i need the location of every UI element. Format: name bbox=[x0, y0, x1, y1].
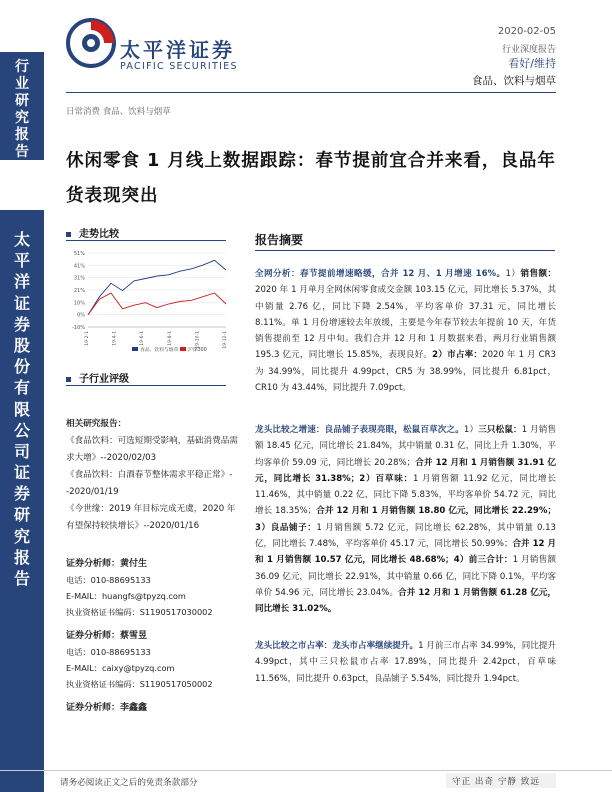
company-label-char: 洋 bbox=[13, 272, 30, 292]
company-label-char: 券 bbox=[13, 314, 30, 334]
legend-label: 食品、饮料与烟草 bbox=[140, 348, 179, 353]
company-label-char: 司 bbox=[13, 441, 30, 461]
paragraph-bold-text: 合并 12 月和 1 月销售额 61.28 亿元，同比增长 31.02%。 bbox=[255, 587, 556, 615]
footer-divider bbox=[0, 770, 612, 771]
company-label-char: 公 bbox=[13, 420, 30, 440]
paragraph-bold-text: 销售额： bbox=[520, 269, 556, 279]
company-label-char: 报 bbox=[13, 547, 30, 567]
report-date: 2020-02-05 bbox=[497, 26, 556, 37]
header-divider bbox=[66, 92, 556, 93]
related-reports bbox=[66, 416, 241, 535]
paragraph-bold-text: 2）市占率： bbox=[432, 350, 483, 361]
rating-divider bbox=[66, 385, 226, 386]
legend-swatch bbox=[132, 347, 138, 351]
trend-section-heading bbox=[66, 225, 119, 240]
y-tick-label: -10% bbox=[72, 325, 85, 331]
paragraph-highlight: 全网分析：春节提前增速略缓，合并 12 月、1 月增速 16%。 bbox=[255, 269, 506, 279]
y-tick-label: 10% bbox=[73, 300, 85, 307]
company-label-char: 究 bbox=[13, 526, 30, 546]
company-label-char: 告 bbox=[13, 569, 30, 588]
analyst-role: 证券分析师： bbox=[66, 559, 121, 569]
industry-label-char: 告 bbox=[15, 144, 29, 160]
analyst-role: 证券分析师： bbox=[66, 631, 121, 641]
company-vertical-label bbox=[0, 232, 44, 592]
company-label-char: 限 bbox=[13, 399, 30, 419]
paragraph-bold-text: 三只松鼠： bbox=[478, 425, 522, 435]
x-tick-label: 19-8-1 bbox=[167, 331, 173, 346]
company-label-char: 有 bbox=[13, 378, 30, 398]
paragraph-bold-text: 合并 12 月和 1 月销售额 31.91 亿元，同比增长 31.38%；2）百草味： bbox=[255, 457, 556, 484]
company-label-char: 太 bbox=[13, 230, 30, 249]
industry-label-char: 行 bbox=[15, 59, 29, 75]
analyst-phone: 电话：010-88695133 bbox=[66, 647, 151, 657]
trend-chart bbox=[66, 245, 236, 360]
report-type: 行业深度报告 bbox=[501, 45, 556, 55]
paragraph-bold-text: 合并 12 月和 1 月销售额 18.80 亿元，同比增长 22.29%；3）良品铺子： bbox=[255, 506, 556, 533]
trend-heading-text: 走势比较 bbox=[79, 229, 119, 240]
paragraph-text: 1 月前三市占率 34.99%，同比提升 4.99pct，其中三只松鼠市占率 17.89%，同比提升 2.42pct，百草味 11.56%，同比提升 0.63pct，良品铺子 5.54%，同比提升 1.94pct。 bbox=[255, 641, 556, 684]
company-label-char: 券 bbox=[13, 484, 30, 504]
related-report-link[interactable]: 《食品饮料：可选短期受影响，基础消费品需求大增》--2020/02/03 bbox=[66, 436, 238, 463]
paragraph-text: 1 月销售额 36.09 亿元，同比增长 22.91%，其中销量 0.66 亿，同比下降 0.1%，平均客单价 54.96 元，同比增长 23.04%。 bbox=[255, 555, 557, 598]
paragraph-text: 1 月销售额 18.45 亿元，同比增长 21.84%，其中销量 0.31 亿，同比上升 1.30%，平均客单价 59.09 元，同比增长 20.28%； bbox=[255, 425, 557, 468]
analyst-name: 蔡雪昱 bbox=[120, 631, 148, 641]
summary-paragraph bbox=[255, 638, 556, 687]
analyst-license: 执业资格证书编码：S1190517050002 bbox=[66, 679, 213, 689]
x-tick-label: 19-12-1 bbox=[223, 331, 228, 349]
legend-swatch bbox=[180, 347, 186, 351]
analyst-block bbox=[66, 627, 241, 692]
logo-chinese-name: 太平洋证券 bbox=[120, 38, 235, 62]
page-title: 休闲零食 1 月线上数据跟踪：春节提前宜合并来看，良品年货表现突出 bbox=[66, 151, 556, 206]
x-tick-label: 19-10-1 bbox=[195, 331, 201, 349]
rating: 看好/维持 bbox=[508, 57, 556, 70]
y-tick-label: 0% bbox=[77, 312, 85, 319]
company-motto: 守正 出奇 宁静 致远 bbox=[452, 777, 540, 787]
legend-label: 沪深300 bbox=[188, 348, 207, 353]
logo-english-name: PACIFIC SECURITIES bbox=[120, 61, 238, 72]
analyst-name: 黄付生 bbox=[120, 559, 148, 569]
x-tick-label: 19-2-1 bbox=[85, 331, 90, 346]
analyst-block bbox=[66, 699, 241, 716]
company-label-char: 平 bbox=[13, 251, 30, 271]
x-tick-label: 19-4-1 bbox=[112, 331, 118, 346]
company-label-char: 股 bbox=[13, 335, 30, 355]
breadcrumb: 日常消费 食品、饮料与烟草 bbox=[66, 107, 171, 117]
summary-paragraph bbox=[255, 266, 556, 396]
analyst-phone: 电话：010-88695133 bbox=[66, 575, 151, 585]
x-tick-label: 19-6-1 bbox=[140, 331, 146, 346]
paragraph-bold-text: 合并 12 月和 1 月销售额 10.57 亿元，同比增长 48.68%；4）前三合计： bbox=[255, 539, 556, 566]
company-label-char: 证 bbox=[13, 293, 30, 313]
rating-heading-text: 子行业评级 bbox=[79, 374, 129, 385]
trend-divider bbox=[66, 240, 226, 241]
paragraph-text: 1） bbox=[463, 425, 479, 435]
analyst-name: 李鑫鑫 bbox=[120, 703, 148, 713]
summary-heading: 报告摘要 bbox=[255, 233, 304, 247]
company-label-char: 份 bbox=[13, 357, 30, 377]
company-label-char: 证 bbox=[13, 463, 30, 483]
analyst-role: 证券分析师： bbox=[66, 703, 121, 713]
paragraph-text: 1 月销售额 11.92 亿元，同比增长 11.46%，其中销量 0.22 亿，同比下降 5.83%，平均客单价 54.72 元，同比增长 18.35%； bbox=[255, 473, 556, 517]
disclaimer-note: 请务必阅读正文之后的免责条款部分 bbox=[60, 778, 198, 788]
paragraph-highlight: 龙头比较之市占率：龙头市占率继续提升。 bbox=[255, 641, 419, 651]
paragraph-text: 1 月销售额 5.72 亿元，同比增长 62.28%，其中销量 0.13 亿，同比增长 7.48%，平均客单价 45.17 元，同比增长 50.99%； bbox=[255, 522, 556, 550]
related-report-link[interactable]: 《今世缘：2019 年目标完成无虞，2020 年有望保持较快增长》--2020/01/16 bbox=[66, 504, 236, 531]
analyst-email[interactable]: E-MAIL：caixy@tpyzq.com bbox=[66, 663, 175, 673]
bullet-square-icon bbox=[66, 377, 71, 382]
summary-divider bbox=[255, 250, 555, 251]
analyst-email[interactable]: E-MAIL：huangfs@tpyzq.com bbox=[66, 591, 186, 601]
analyst-block bbox=[66, 555, 241, 620]
y-tick-label: 31% bbox=[73, 275, 85, 282]
paragraph-text: 2020 年 1 月单月全网休闲零食成交金额 103.15 亿元，同比增长 5.37%，其中销量 2.76 亿，同比下降 2.54%，平均客单价 37.31 元，同比增长 8.11%。单 1 月份增速较去年放缓，主要是今年春节较去年提前 10 天，年货销售提前至 12 月中旬。我们合并 12 月和 1 月数据来看，两月行业销售额 195.3 亿元，同比增长 15.85%，表现良好。 bbox=[255, 285, 556, 361]
paragraph-text: 2020 年 1 月 CR3 为 34.99%，同比提升 4.99pct，CR5 为 38.99%，同比提升 6.81pct，CR10 为 43.44%，同比提升 7.09pct。 bbox=[255, 350, 556, 394]
sub-industry-rating-heading bbox=[66, 370, 129, 385]
bullet-square-icon bbox=[66, 232, 71, 237]
sector: 食品、饮料与烟草 bbox=[472, 75, 556, 87]
series-line bbox=[88, 260, 226, 315]
series-line bbox=[88, 293, 226, 315]
industry-label-char: 业 bbox=[15, 76, 29, 92]
industry-report-vertical-label bbox=[0, 60, 44, 162]
related-report-link[interactable]: 《食品饮料：白酒春节整体需求平稳正常》--2020/01/19 bbox=[66, 470, 233, 497]
paragraph-text: 1） bbox=[505, 269, 521, 279]
industry-label-char: 究 bbox=[15, 110, 29, 126]
company-label-char: 研 bbox=[13, 505, 30, 525]
y-tick-label: 41% bbox=[73, 263, 85, 270]
y-tick-label: 21% bbox=[73, 288, 85, 294]
pacific-securities-logo-icon bbox=[66, 18, 116, 68]
paragraph-highlight: 龙头比较之增速：良品铺子表现亮眼，松鼠百草次之。 bbox=[255, 425, 464, 435]
y-tick-label: 51% bbox=[73, 251, 85, 257]
industry-label-char: 研 bbox=[15, 93, 29, 109]
summary-paragraph bbox=[255, 422, 556, 618]
industry-label-char: 报 bbox=[15, 127, 29, 143]
analyst-license: 执业资格证书编码：S1190517030002 bbox=[66, 607, 213, 617]
related-reports-label: 相关研究报告： bbox=[66, 419, 127, 429]
